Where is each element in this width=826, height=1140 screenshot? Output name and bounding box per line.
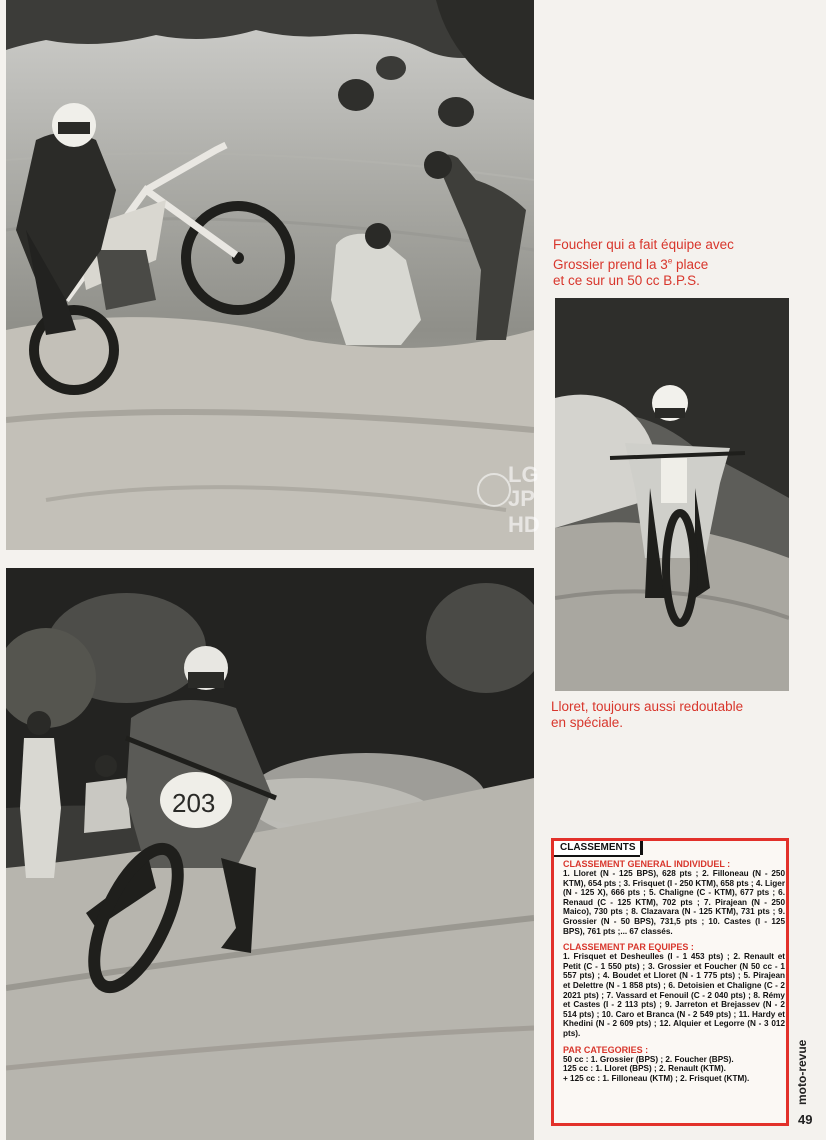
race-number-plate: 203 [172,788,216,818]
general-classification-title: CLASSEMENT GENERAL INDIVIDUEL : [563,859,731,869]
caption-lloret [551,699,791,731]
category-classification-title: PAR CATEGORIES : [563,1044,649,1055]
caption-foucher [553,237,793,289]
watermark-line-3: HD [508,512,540,537]
general-classification-text: 1. Lloret (N - 125 BPS), 628 pts ; 2. Filloneau (N - 250 KTM), 654 pts ; 3. Frisquet (I - 250 KTM), 658 pts ; 4. Liger (N - 125 X), 666 pts ; 5. Chaligne (C - KTM), 677 pts ; 6. Renaud (C - 125 KTM), 702 pts ; 7. Pirajean (N - 250 Maico), 730 pts ; 8. Clazavara (N - 125 KTM), 731 pts ; 9. Grossier (N - 50 BPS), 731,5 pts ; 10. Castes (I - 125 BPS), 761 pts ;... 67 classés. [563,869,786,936]
caption-foucher-line-2: Grossier prend la 3e place [553,256,709,272]
wheelie-photo-illustration [6,0,534,550]
watermark-logo [470,460,540,540]
watermark-line-1: LG [508,462,539,487]
lloret-photo-illustration [555,298,789,691]
caption-foucher-line-1: Foucher qui a fait équipe avec [553,237,734,252]
category-line-125cc: 125 cc : 1. Lloret (BPS) ; 2. Renault (KTM). [563,1064,726,1074]
caption-foucher-line-3: et ce sur un 50 cc B.P.S. [553,272,700,288]
caption-lloret-line-2: en spéciale. [551,715,624,730]
category-line-50cc: 50 cc : 1. Grossier (BPS) ; 2. Foucher (BPS). [563,1054,734,1064]
category-classification-text [563,1055,785,1084]
photo-lloret-riding [555,298,789,691]
results-box [551,838,789,1126]
watermark-line-2: JP [508,486,535,511]
team-classification-title: CLASSEMENT PAR EQUIPES : [563,942,694,953]
magazine-name [795,1035,817,1105]
results-body [563,859,785,1083]
category-line-plus125cc: + 125 cc : 1. Filloneau (KTM) ; 2. Frisquet (KTM). [563,1073,750,1083]
team-classification-text: 1. Frisquet et Desheulles (I - 1 453 pts) ; 2. Renault et Petit (C - 1 550 pts) ; 3. Grossier et Foucher (N 50 cc - 1 557 pts) ; 4. Boudet et Lloret (N - 1 775 pts) ; 5. Pirajean et Delettre (N - 1 858 pts) ; 6. Detoisien et Chaligne (C - 2 2021 pts) ; 7. Vassard et Fenouil (C - 2 040 pts) ; 8. Rémy et Castes (I - 2 113 pts) ; 9. Jarreton et Brejassev (N - 2 514 pts) ; 10. Caro et Branca (N - 2 549 pts) ; 11. Hardy et Khedini (N - 2 609 pts) ; 12. Alquier et Legorre (N - 3 012 pts). [563,952,785,1038]
magazine-name-text: moto-revue [795,1039,809,1105]
page-number: 49 [798,1112,813,1127]
results-header: CLASSEMENTS [554,841,640,857]
forest-photo-illustration [6,568,534,1140]
photo-rider-203-forest [6,568,534,1140]
photo-wheelie-hillside [6,0,534,550]
caption-lloret-line-1: Lloret, toujours aussi redoutable [551,699,744,714]
